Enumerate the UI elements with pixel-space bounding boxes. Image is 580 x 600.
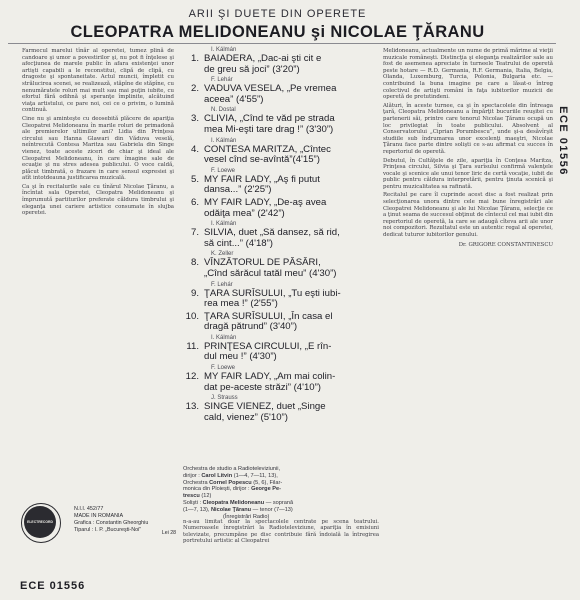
- track-title-continued: să cint...” (4'18”): [204, 237, 274, 249]
- track-item: [183, 221, 378, 249]
- track-item: [183, 251, 378, 279]
- credit-dir3-tracks: (12): [201, 493, 212, 500]
- signature: Dr. GRIGORE CONSTANTINESCU: [458, 241, 553, 248]
- track-composer: F. Loewe: [211, 365, 236, 372]
- track-title-line: [183, 198, 378, 209]
- right-paragraph-3: Debutul, în Cultăţele de zile, apariţia în Conţesa Maritza, Prinţesa circului, Silvia şi Ţara surîsului confirmă valenţele vocale şi scenice ale unui tenor liric de certă vocaţie, iubit de public pentru căldura interpretării, pentru ţinuta scenică şi pentru muzicalitatea sa rafinată.: [383, 157, 553, 190]
- label-graphics: Grafica : Constantin Gheorghiu: [74, 520, 149, 526]
- track-title: CLIVIA, „Cînd te văd pe strada: [204, 113, 335, 125]
- cover-header: [0, 0, 555, 42]
- label-code: N.I.I. 452/77: [74, 506, 104, 512]
- credit-dirijor-tracks: (1—4, 7—11, 13),: [233, 472, 278, 479]
- track-title-continued: vesel cînd se-avîntă”(4'15”): [204, 154, 320, 166]
- track-item: [183, 365, 378, 393]
- label-made: MADE IN ROMANIA: [74, 513, 124, 519]
- credit-soloist1: Cleopatra Melidoneanu: [202, 499, 265, 506]
- track-item: [183, 138, 378, 166]
- left-paragraph-3: Ca şi în recitalurile sale cu tînărul Nicolae Ţăranu, a încîntat sala Operetei, Cleopatra Melidoneanu şi împrumută partiturilor preferate căldura timbrului şi eleganţa unei cariere artistice consumate în slujba operetei.: [22, 183, 174, 217]
- track-title: MY FAIR LADY, „De-aş avea: [204, 196, 327, 208]
- track-item: [183, 335, 378, 363]
- catalog-number-bottom: ECE 01556: [20, 580, 86, 592]
- label-info: [74, 506, 148, 534]
- left-paragraph-1: Farmecul marelui tînăr al operetei, tumez plină de candoare şi umor a povestirilor şi, nu pot fi înţelese şi afecţiunea de marele public în afara existenţei unor artişti capabili a le reconstitui, clipă de clipă, cu dragoste şi spontaneitate. Actul muncii, împletit cu strălucirea scenei, se realizează, stăpîne de stăpîne, cu nenumăratele roluri mai mult sau mai puţin iubite, cu efortul fără odihnă şi speranţe împlinite, alcătuind viaţa artistului, ce pare noi, cei ce o privim, o lumină continuă.: [22, 48, 174, 114]
- credit-orchestra2: Orchestra: [183, 479, 208, 486]
- track-number: 2.: [190, 83, 199, 95]
- right-text-column: [383, 48, 553, 248]
- track-composer: J. Strauss: [211, 395, 238, 402]
- track-number: 4.: [190, 143, 199, 155]
- track-number: 7.: [190, 227, 199, 239]
- track-composer: I. Kálmán: [211, 221, 237, 228]
- footnote-text: n-a-au limitat doar la spectacolele centrate pe scena teatrului. Numeroasele înregistrări la Radioteleviziune, apariţia în emisiuni televizate, precumpăne pe disc contribuie fără îndoială la întregirea portretului artistic al Cleopatrei: [183, 519, 379, 545]
- right-paragraph-4: Recitalul pe care îl cuprinde acest disc a fost realizat prin selecţionarea unora dintre cele mai bune înregistrări ale Cleopatrei Melidoneanu şi ale lui Nicolae Ţăranu, selecţie ce a ţinut seama de succesul obţinut de cîntecul cel mai iubit din repertoriul de operetă, la care se adaugă cîteva arii ale unor noi compozitori. Rezultatul este un autentic regal al operetei, dedicat tuturor iubitorilor genului.: [383, 192, 553, 239]
- series-title: ARII ŞI DUETE DIN OPERETE: [188, 8, 367, 20]
- track-title: PRINŢESA CIRCULUI, „E rîn-: [204, 340, 332, 352]
- track-title-continued: dul meu !” (4'30”): [204, 351, 277, 363]
- track-title: BAIADERA, „Dac-ai şti cit e: [204, 53, 322, 64]
- track-composer: F. Lehár: [211, 77, 233, 84]
- track-composer: N. Dostal: [211, 107, 236, 114]
- track-title-line: [183, 54, 378, 65]
- track-title-continued: rea mea !” (2'55”): [204, 298, 278, 310]
- credit-dirijor-label: dirijor :: [183, 472, 200, 479]
- credit-soloists-label: Solişti :: [183, 499, 202, 506]
- electrecord-logo: ELECTRECORD: [24, 506, 56, 538]
- track-title-continued: cald, vienez” (5'10”): [204, 411, 288, 423]
- credit-dir2: Cornel Popescu: [209, 479, 252, 486]
- track-number: 10.: [185, 310, 199, 322]
- track-composer: I. Kálmán: [211, 137, 237, 144]
- track-number: 3.: [190, 113, 199, 125]
- track-title-continued: „Cînd sărăcul tatăl meu” (4'30”): [204, 267, 337, 279]
- track-title: MY FAIR LADY, „Am mai colin-: [204, 371, 336, 383]
- credit-dir3b: trescu: [183, 493, 200, 500]
- track-item: [183, 282, 378, 310]
- track-title: SILVIA, duet „Să dansez, să rid,: [204, 227, 340, 239]
- track-title-continued: de greu să joci” (3'20”): [204, 63, 300, 75]
- track-number: 6.: [190, 196, 199, 208]
- track-title: VÎNZĂTORUL DE PĂSĂRI,: [204, 257, 321, 269]
- label-info-box: [18, 500, 176, 540]
- credit-soloist2: Nicolae Ţăranu: [211, 506, 252, 513]
- track-number: 9.: [190, 287, 199, 299]
- credit-dir3: George Pe-: [251, 486, 281, 493]
- track-title-continued: odăiţa mea” (2'42”): [204, 207, 285, 219]
- credits: [183, 466, 379, 520]
- track-title-continued: dat pe-aceste străzi” (4'10”): [204, 381, 322, 393]
- track-title: SINGE VIENEZ, duet „Singe: [204, 401, 326, 413]
- track-number: 12.: [185, 371, 199, 383]
- track-title: CONTESA MARITZA, „Cîntec: [204, 143, 331, 155]
- track-number: 1.: [190, 53, 199, 64]
- track-title: MY FAIR LADY, „Aş fi putut: [204, 173, 320, 185]
- track-list: [183, 47, 378, 425]
- credit-recording: (Înregistrări Radio): [223, 513, 270, 520]
- artists-title: CLEOPATRA MELIDONEANU şi NICOLAE ŢĂRANU: [70, 23, 485, 41]
- track-number: 13.: [185, 401, 199, 413]
- track-item: [183, 312, 378, 333]
- left-paragraph-2: Cine nu şi aminteşte cu deosebită plăcere de apariţia Cleopatrei Melidoneanu în marile roluri de primadonă ale premierelor ultimilor ani? Lidia din Prinţesa circului sau Hanna Glawari din Văduva veselă, neîntrecută Contesa Maritza sau Gabriela din Singe vienez, toate aceste ziceri de chiar şi ideal ale Cleopatrei Melidoneanu, în care îmagine sale de ecuaţie şi nu stres adesea publicului. O voce caldă, plăcut timbrată, o frazare in care sensul expresiei şi atît intotdeauna justificarea muzicală.: [22, 115, 174, 182]
- catalog-number-spine: [548, 80, 578, 220]
- credit-orchestra3: monica din Ploieşti, dirijor :: [183, 486, 250, 493]
- track-title-continued: aceea” (4'55”): [204, 93, 264, 105]
- credit-dir2-tracks: (5, 6), Filar-: [253, 479, 283, 486]
- catalog-number-spine-text: ECE 01556: [557, 106, 569, 176]
- track-item: [183, 107, 378, 135]
- track-composer: I. Kálmán: [211, 47, 237, 53]
- right-paragraph-1: Melidoneanu, actualmente un nume de primă mărime al vieţii muzicale româneşti. Distincţia şi eleganţa realizărilor sale au fost de asemenea apreciate în turneele Teatrului de operetă peste hotare — R.D. Germania, R.F. Germania, Italia, Belgia, Olanda, Luxemburg, Turcia, Polonia, Bulgaria etc. — contribuind la buna imagine pe care a lăsat-o întreg colectivul de artişti români în faţa iubitorilor muzicii de operetă de pretutindeni.: [383, 48, 553, 101]
- left-text-column: [22, 48, 174, 219]
- track-composer: I. Kálmán: [211, 334, 237, 341]
- track-item: [183, 198, 378, 219]
- header-rule: [8, 43, 556, 44]
- credit-soloist1-role: — soprană: [265, 499, 294, 506]
- track-composer: K. Zeller: [211, 251, 234, 258]
- track-title: ŢARA SURÎSULUI, „În casa el: [204, 310, 333, 322]
- track-title: ŢARA SURÎSULUI, „Tu eşti iubi-: [204, 287, 341, 299]
- track-item: [183, 77, 378, 105]
- credit-soloist2-role: — tenor (7—13): [252, 506, 293, 513]
- track-title-continued: mea Mi-eşti tare drag !” (3'30”): [204, 123, 334, 135]
- track-item: [183, 168, 378, 196]
- track-number: 5.: [190, 173, 199, 185]
- credit-dirijor: Carol Litvin: [201, 472, 233, 479]
- track-number: 8.: [190, 257, 199, 269]
- label-price: Lei 28: [161, 530, 176, 536]
- track-title: VADUVA VESELA, „Pe vremea: [204, 83, 337, 95]
- track-item: [183, 395, 378, 423]
- label-print: Tiparul : I. P. „Bucureşti-Noi”: [74, 527, 142, 533]
- track-number: 11.: [186, 340, 199, 352]
- right-paragraph-2: Alături, în aceste turnee, ca şi în spectacolele din întreaga ţară, Cleopatra Melidoneanu a împărţit bucuriile reuşitei cu partenerii săi, printre care tenorul Nicolae Ţăranu ocupă un loc privilegiat în toate publicului. Absolvent al Conservatorului „Ciprian Porumbescu”, unde şi-a desăvîrşit studiile sub îndrumarea unor excelenţi maeştri, Nicolae Ţăranu face parte dintre solişti ce s-au afirmat cu succes în repertoriul de operetă.: [383, 102, 553, 155]
- track-item: [183, 47, 378, 75]
- track-composer: F. Lehár: [211, 281, 233, 288]
- credit-orchestra: Orchestra de studio a Radioteleviziunii,: [183, 466, 281, 472]
- track-title-continued: dansa...” (2'25”): [204, 184, 272, 196]
- track-title-continued: dragă pătrund” (3'40”): [204, 321, 298, 333]
- credit-soloist1-tracks: (1—7, 13),: [183, 506, 210, 513]
- track-composer: F. Loewe: [211, 167, 236, 174]
